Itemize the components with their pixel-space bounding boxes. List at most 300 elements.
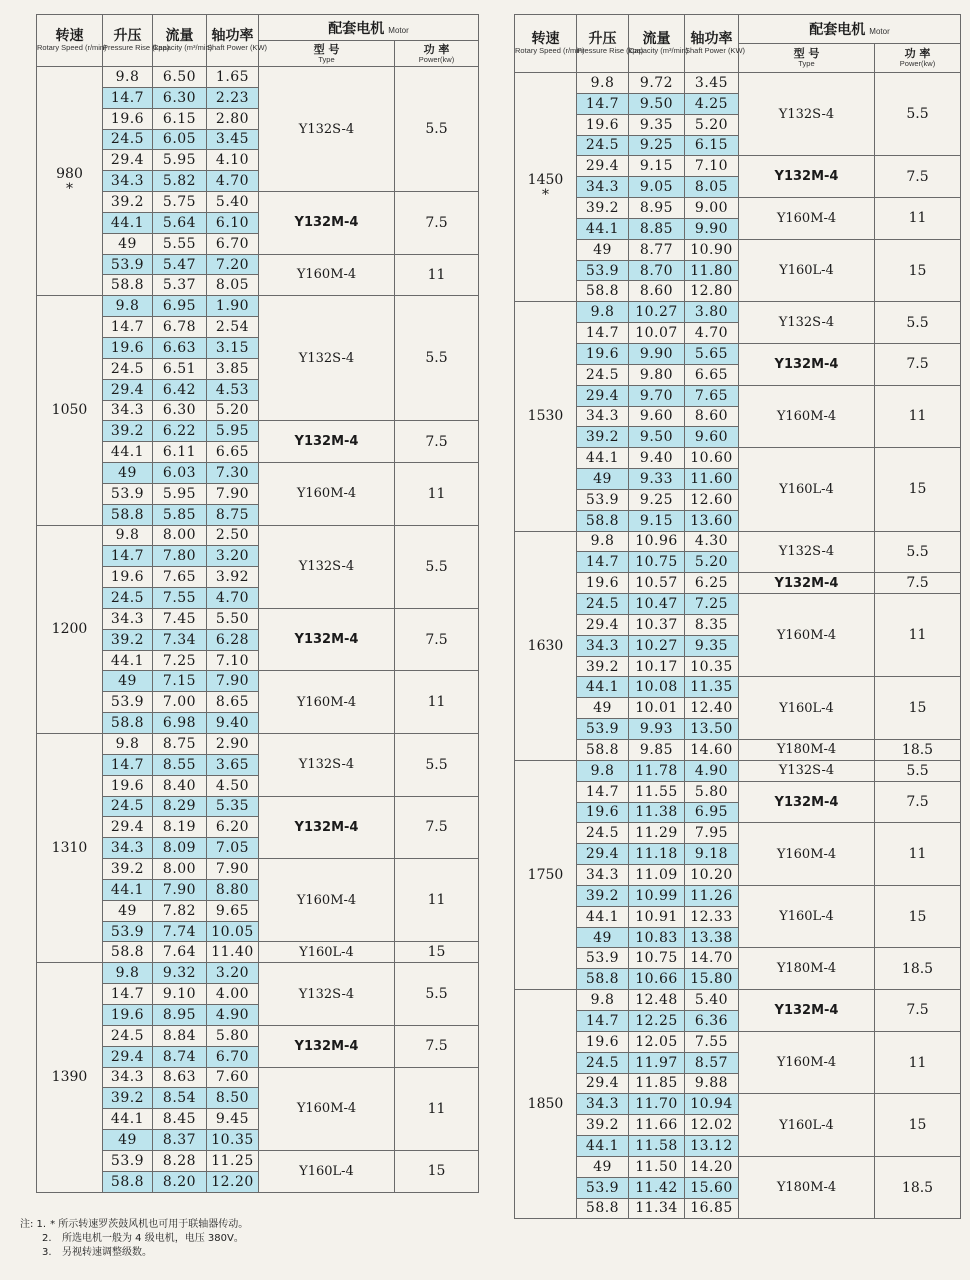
shaft-power-cell: 4.90 xyxy=(207,1004,259,1025)
shaft-power-cell: 4.53 xyxy=(207,379,259,400)
table-row xyxy=(515,198,961,219)
shaft-power-cell: 8.05 xyxy=(685,177,739,198)
pressure-rise-cell: 14.7 xyxy=(103,984,153,1005)
pressure-rise-cell: 14.7 xyxy=(577,93,629,114)
pressure-rise-cell: 24.5 xyxy=(103,1025,153,1046)
capacity-cell: 6.95 xyxy=(153,296,207,317)
footnote-1 xyxy=(20,1218,248,1232)
motor-power-cell: 18.5 xyxy=(875,740,961,761)
motor-power-cell: 11 xyxy=(875,385,961,448)
shaft-power-cell: 13.50 xyxy=(685,719,739,740)
shaft-power-cell: 5.80 xyxy=(207,1025,259,1046)
footnotes xyxy=(20,1218,248,1260)
shaft-power-cell: 6.65 xyxy=(207,442,259,463)
motor-power-cell: 15 xyxy=(875,677,961,740)
table-row xyxy=(37,67,479,88)
table-row xyxy=(515,1094,961,1115)
motor-power-cell: 11 xyxy=(875,594,961,677)
pressure-rise-cell: 24.5 xyxy=(103,129,153,150)
capacity-cell: 10.07 xyxy=(629,323,685,344)
motor-power-cell: 11 xyxy=(395,463,479,526)
rotary-speed-cell xyxy=(37,963,103,1192)
shaft-power-cell: 7.60 xyxy=(207,1067,259,1088)
motor-type-cell: Y160M-4 xyxy=(259,254,395,296)
rotary-speed-cell xyxy=(37,296,103,525)
shaft-power-cell: 1.65 xyxy=(207,67,259,88)
capacity-cell: 8.19 xyxy=(153,817,207,838)
capacity-cell: 6.98 xyxy=(153,713,207,734)
pressure-rise-cell: 9.8 xyxy=(103,296,153,317)
motor-header-zh: 配套电机 xyxy=(809,22,866,38)
pressure-rise-cell: 58.8 xyxy=(103,1171,153,1192)
coupling-note-mark: * xyxy=(66,181,73,198)
capacity-cell: 7.80 xyxy=(153,546,207,567)
rotary-speed-cell xyxy=(37,525,103,733)
capacity-cell: 9.25 xyxy=(629,489,685,510)
shaft-power-cell: 9.00 xyxy=(685,198,739,219)
pressure-rise-cell: 9.8 xyxy=(577,990,629,1011)
capacity-cell: 8.37 xyxy=(153,1130,207,1151)
capacity-cell: 10.08 xyxy=(629,677,685,698)
capacity-cell: 10.99 xyxy=(629,885,685,906)
capacity-cell: 8.63 xyxy=(153,1067,207,1088)
pressure-rise-cell: 44.1 xyxy=(577,448,629,469)
shaft-power-cell: 11.80 xyxy=(685,260,739,281)
table-row xyxy=(515,948,961,969)
shaft-power-header-en: Shaft Power (KW) xyxy=(685,46,746,56)
capacity-cell: 5.82 xyxy=(153,171,207,192)
coupling-note-mark: * xyxy=(542,187,549,204)
capacity-cell: 9.60 xyxy=(629,406,685,427)
power-header xyxy=(395,41,479,67)
pressure-rise-cell: 34.3 xyxy=(103,1067,153,1088)
capacity-cell: 9.85 xyxy=(629,740,685,761)
capacity-cell: 9.10 xyxy=(153,984,207,1005)
shaft-power-cell: 6.15 xyxy=(685,135,739,156)
capacity-cell: 5.75 xyxy=(153,192,207,213)
capacity-cell: 11.58 xyxy=(629,1136,685,1157)
shaft-power-cell: 3.80 xyxy=(685,302,739,323)
pressure-rise-cell: 9.8 xyxy=(103,67,153,88)
capacity-cell: 6.22 xyxy=(153,421,207,442)
capacity-cell: 7.65 xyxy=(153,567,207,588)
capacity-cell: 9.05 xyxy=(629,177,685,198)
shaft-power-cell: 7.90 xyxy=(207,483,259,504)
pressure-rise-cell: 14.7 xyxy=(103,317,153,338)
capacity-cell: 5.85 xyxy=(153,504,207,525)
pressure-rise-cell: 24.5 xyxy=(577,364,629,385)
pressure-rise-cell: 19.6 xyxy=(577,343,629,364)
motor-type-cell: Y132S-4 xyxy=(739,302,875,344)
capacity-cell: 11.09 xyxy=(629,865,685,886)
pressure-rise-cell: 58.8 xyxy=(577,510,629,531)
capacity-cell: 8.95 xyxy=(629,198,685,219)
motor-power-cell: 15 xyxy=(875,239,961,302)
power-header-en: Power(kw) xyxy=(418,54,455,64)
table-row xyxy=(37,1150,479,1171)
capacity-cell: 8.70 xyxy=(629,260,685,281)
power-header-zh: 功 率 xyxy=(904,47,931,61)
table-row xyxy=(515,302,961,323)
pressure-rise-cell: 39.2 xyxy=(577,198,629,219)
pressure-rise-cell: 39.2 xyxy=(577,1115,629,1136)
pressure-rise-cell: 19.6 xyxy=(103,567,153,588)
pressure-rise-cell: 29.4 xyxy=(103,1046,153,1067)
pressure-rise-cell: 9.8 xyxy=(577,531,629,552)
shaft-power-cell: 5.40 xyxy=(685,990,739,1011)
motor-type-cell: Y132M-4 xyxy=(739,781,875,823)
shaft-power-cell: 9.90 xyxy=(685,218,739,239)
shaft-power-cell: 2.50 xyxy=(207,525,259,546)
shaft-power-cell: 5.20 xyxy=(685,114,739,135)
shaft-power-cell: 9.65 xyxy=(207,900,259,921)
capacity-cell: 7.82 xyxy=(153,900,207,921)
motor-power-cell: 7.5 xyxy=(395,796,479,859)
pressure-rise-cell: 34.3 xyxy=(577,177,629,198)
shaft-power-header xyxy=(685,15,746,73)
type-header-zh: 型 号 xyxy=(313,42,340,56)
pressure-rise-cell: 29.4 xyxy=(577,1073,629,1094)
shaft-power-cell: 13.60 xyxy=(685,510,739,531)
shaft-power-cell: 3.20 xyxy=(207,546,259,567)
capacity-cell: 10.17 xyxy=(629,656,685,677)
pressure-rise-cell: 44.1 xyxy=(577,1136,629,1157)
motor-power-cell: 7.5 xyxy=(875,990,961,1032)
capacity-cell: 7.74 xyxy=(153,921,207,942)
shaft-power-cell: 7.10 xyxy=(685,156,739,177)
capacity-cell: 7.15 xyxy=(153,671,207,692)
motor-header-en: Motor xyxy=(388,25,409,35)
shaft-power-cell: 7.55 xyxy=(685,1031,739,1052)
pressure-rise-cell: 49 xyxy=(103,1130,153,1151)
motor-type-cell: Y132M-4 xyxy=(259,421,395,463)
shaft-power-cell: 6.25 xyxy=(685,573,739,594)
pressure-rise-cell: 24.5 xyxy=(103,796,153,817)
shaft-power-cell: 8.80 xyxy=(207,879,259,900)
pressure-rise-cell: 53.9 xyxy=(577,948,629,969)
capacity-cell: 7.45 xyxy=(153,608,207,629)
pressure-rise-cell: 34.3 xyxy=(577,1094,629,1115)
pressure-header-zh: 升压 xyxy=(588,31,617,48)
shaft-power-cell: 14.70 xyxy=(685,948,739,969)
shaft-power-cell: 13.12 xyxy=(685,1136,739,1157)
motor-power-cell: 15 xyxy=(395,942,479,963)
pressure-rise-cell: 9.8 xyxy=(577,760,629,781)
pressure-rise-cell: 58.8 xyxy=(577,1198,629,1219)
motor-power-cell: 11 xyxy=(395,859,479,942)
capacity-cell: 6.30 xyxy=(153,87,207,108)
spec-table xyxy=(36,14,479,1193)
capacity-cell: 10.75 xyxy=(629,948,685,969)
shaft-power-cell: 4.70 xyxy=(207,171,259,192)
type-header-zh: 型 号 xyxy=(793,47,820,61)
table-row xyxy=(37,671,479,692)
shaft-power-cell: 8.05 xyxy=(207,275,259,296)
pressure-rise-cell: 53.9 xyxy=(103,254,153,275)
pressure-rise-cell: 53.9 xyxy=(103,921,153,942)
table-row xyxy=(515,781,961,802)
motor-type-cell: Y160L-4 xyxy=(739,239,875,302)
capacity-cell: 6.15 xyxy=(153,108,207,129)
shaft-power-cell: 3.85 xyxy=(207,358,259,379)
motor-header-en: Motor xyxy=(869,27,890,36)
pressure-rise-cell: 49 xyxy=(577,927,629,948)
rotary-speed-cell xyxy=(515,990,577,1219)
capacity-cell: 11.70 xyxy=(629,1094,685,1115)
pressure-rise-cell: 29.4 xyxy=(577,614,629,635)
table-row xyxy=(515,573,961,594)
shaft-power-cell: 9.40 xyxy=(207,713,259,734)
shaft-power-cell: 9.88 xyxy=(685,1073,739,1094)
pressure-rise-cell: 44.1 xyxy=(103,212,153,233)
shaft-power-cell: 6.20 xyxy=(207,817,259,838)
capacity-cell: 9.15 xyxy=(629,510,685,531)
power-header-en: Power(kw) xyxy=(899,59,936,69)
capacity-cell: 8.29 xyxy=(153,796,207,817)
motor-type-cell: Y160L-4 xyxy=(259,1150,395,1192)
shaft-power-cell: 2.23 xyxy=(207,87,259,108)
shaft-power-cell: 11.25 xyxy=(207,1150,259,1171)
pressure-rise-cell: 9.8 xyxy=(103,525,153,546)
pressure-rise-cell: 29.4 xyxy=(103,379,153,400)
shaft-power-cell: 13.38 xyxy=(685,927,739,948)
pressure-rise-cell: 44.1 xyxy=(103,879,153,900)
pressure-rise-cell: 14.7 xyxy=(577,552,629,573)
capacity-cell: 10.27 xyxy=(629,635,685,656)
motor-power-cell: 7.5 xyxy=(395,608,479,671)
motor-type-cell: Y132S-4 xyxy=(739,531,875,573)
table-row xyxy=(515,1156,961,1177)
pressure-rise-cell: 39.2 xyxy=(103,192,153,213)
capacity-cell: 9.15 xyxy=(629,156,685,177)
capacity-cell: 9.93 xyxy=(629,719,685,740)
capacity-header-zh: 流量 xyxy=(642,31,671,48)
capacity-cell: 7.55 xyxy=(153,588,207,609)
pressure-rise-cell: 24.5 xyxy=(103,358,153,379)
power-header xyxy=(875,44,961,73)
pressure-rise-cell: 44.1 xyxy=(103,650,153,671)
motor-type-cell: Y160L-4 xyxy=(739,448,875,531)
motor-type-cell: Y160L-4 xyxy=(739,885,875,948)
motor-power-cell: 15 xyxy=(875,885,961,948)
shaft-power-cell: 5.50 xyxy=(207,608,259,629)
motor-type-cell: Y132S-4 xyxy=(259,525,395,608)
shaft-power-cell: 10.94 xyxy=(685,1094,739,1115)
pressure-rise-cell: 34.3 xyxy=(577,635,629,656)
motor-power-cell: 5.5 xyxy=(395,296,479,421)
pressure-rise-cell: 34.3 xyxy=(103,838,153,859)
shaft-power-cell: 10.90 xyxy=(685,239,739,260)
shaft-power-cell: 10.20 xyxy=(685,865,739,886)
shaft-power-cell: 11.26 xyxy=(685,885,739,906)
capacity-cell: 5.64 xyxy=(153,212,207,233)
shaft-power-cell: 3.45 xyxy=(685,73,739,94)
rotary-speed-cell xyxy=(37,734,103,963)
motor-type-cell: Y132M-4 xyxy=(739,573,875,594)
table-row xyxy=(37,608,479,629)
shaft-power-cell: 2.90 xyxy=(207,734,259,755)
pressure-header-zh: 升压 xyxy=(113,28,142,45)
motor-type-cell: Y132S-4 xyxy=(739,73,875,156)
capacity-cell: 8.20 xyxy=(153,1171,207,1192)
speed-header-en: Rotary Speed (r/min) xyxy=(37,43,107,53)
shaft-power-cell: 14.20 xyxy=(685,1156,739,1177)
capacity-cell: 11.97 xyxy=(629,1052,685,1073)
pressure-rise-cell: 24.5 xyxy=(577,594,629,615)
pressure-rise-cell: 53.9 xyxy=(577,489,629,510)
speed-header xyxy=(515,15,585,73)
rotary-speed-value: 1530 xyxy=(527,408,564,425)
table-row xyxy=(515,73,961,94)
pressure-rise-cell: 39.2 xyxy=(103,421,153,442)
shaft-power-cell: 12.80 xyxy=(685,281,739,302)
shaft-power-cell: 5.65 xyxy=(685,343,739,364)
shaft-power-cell: 14.60 xyxy=(685,740,739,761)
pressure-rise-cell: 39.2 xyxy=(103,859,153,880)
shaft-power-cell: 1.90 xyxy=(207,296,259,317)
capacity-cell: 12.25 xyxy=(629,1010,685,1031)
shaft-power-cell: 7.65 xyxy=(685,385,739,406)
pressure-header xyxy=(103,15,170,67)
shaft-power-cell: 6.70 xyxy=(207,233,259,254)
pressure-rise-cell: 14.7 xyxy=(577,323,629,344)
shaft-power-cell: 12.20 xyxy=(207,1171,259,1192)
shaft-power-cell: 2.54 xyxy=(207,317,259,338)
shaft-power-cell: 5.80 xyxy=(685,781,739,802)
capacity-cell: 8.54 xyxy=(153,1088,207,1109)
capacity-cell: 5.55 xyxy=(153,233,207,254)
capacity-cell: 7.00 xyxy=(153,692,207,713)
pressure-header-en: Pressure Rise (kpa) xyxy=(103,43,170,53)
capacity-cell: 8.09 xyxy=(153,838,207,859)
footnote-2-prefix: 2. xyxy=(42,1233,52,1244)
motor-type-cell: Y132S-4 xyxy=(259,734,395,797)
pressure-rise-cell: 49 xyxy=(577,239,629,260)
shaft-power-cell: 5.20 xyxy=(207,400,259,421)
motor-type-cell: Y160M-4 xyxy=(739,385,875,448)
motor-header xyxy=(259,15,479,41)
header-row xyxy=(37,15,479,41)
motor-type-cell: Y180M-4 xyxy=(739,740,875,761)
capacity-cell: 9.40 xyxy=(629,448,685,469)
shaft-power-cell: 3.45 xyxy=(207,129,259,150)
shaft-power-cell: 7.95 xyxy=(685,823,739,844)
pressure-rise-cell: 14.7 xyxy=(103,546,153,567)
capacity-cell: 10.96 xyxy=(629,531,685,552)
pressure-rise-cell: 19.6 xyxy=(103,775,153,796)
pressure-rise-cell: 14.7 xyxy=(577,1010,629,1031)
pressure-rise-cell: 24.5 xyxy=(103,588,153,609)
motor-power-cell: 15 xyxy=(875,1094,961,1157)
pressure-rise-cell: 34.3 xyxy=(577,406,629,427)
shaft-power-cell: 4.10 xyxy=(207,150,259,171)
motor-power-cell: 7.5 xyxy=(395,421,479,463)
table-row xyxy=(37,1067,479,1088)
motor-power-cell: 7.5 xyxy=(875,156,961,198)
pressure-rise-cell: 49 xyxy=(103,463,153,484)
motor-type-cell: Y160L-4 xyxy=(739,1094,875,1157)
rotary-speed-value: 1200 xyxy=(51,621,88,638)
shaft-power-cell: 12.02 xyxy=(685,1115,739,1136)
shaft-power-cell: 7.90 xyxy=(207,859,259,880)
shaft-power-header-zh: 轴功率 xyxy=(690,31,733,48)
motor-power-cell: 18.5 xyxy=(875,948,961,990)
table-row xyxy=(515,448,961,469)
motor-type-cell: Y160M-4 xyxy=(739,1031,875,1094)
pressure-rise-cell: 58.8 xyxy=(103,504,153,525)
capacity-cell: 8.60 xyxy=(629,281,685,302)
motor-type-cell: Y132M-4 xyxy=(739,990,875,1032)
capacity-cell: 8.40 xyxy=(153,775,207,796)
pressure-rise-cell: 29.4 xyxy=(103,817,153,838)
shaft-power-cell: 7.10 xyxy=(207,650,259,671)
pressure-rise-cell: 19.6 xyxy=(103,1004,153,1025)
rotary-speed-value: 1050 xyxy=(51,402,88,419)
pressure-rise-cell: 49 xyxy=(577,698,629,719)
shaft-power-cell: 7.90 xyxy=(207,671,259,692)
pressure-rise-cell: 58.8 xyxy=(577,281,629,302)
motor-power-cell: 5.5 xyxy=(875,531,961,573)
pressure-rise-cell: 44.1 xyxy=(577,906,629,927)
shaft-power-cell: 9.18 xyxy=(685,844,739,865)
speed-header-zh: 转速 xyxy=(55,28,84,45)
motor-type-cell: Y160M-4 xyxy=(259,671,395,734)
motor-power-cell: 11 xyxy=(395,671,479,734)
capacity-cell: 8.77 xyxy=(629,239,685,260)
capacity-cell: 8.84 xyxy=(153,1025,207,1046)
shaft-power-header-zh: 轴功率 xyxy=(211,28,254,45)
pressure-rise-cell: 14.7 xyxy=(103,87,153,108)
shaft-power-cell: 10.35 xyxy=(207,1130,259,1151)
pressure-rise-cell: 44.1 xyxy=(577,677,629,698)
motor-type-cell: Y132S-4 xyxy=(259,296,395,421)
pressure-rise-cell: 19.6 xyxy=(577,802,629,823)
capacity-cell: 5.37 xyxy=(153,275,207,296)
power-header-zh: 功 率 xyxy=(423,42,450,56)
pressure-rise-cell: 14.7 xyxy=(577,781,629,802)
pressure-header-en: Pressure Rise (kpa) xyxy=(577,46,644,56)
pressure-rise-cell: 29.4 xyxy=(577,385,629,406)
capacity-header-zh: 流量 xyxy=(165,28,194,45)
motor-power-cell: 11 xyxy=(875,1031,961,1094)
motor-power-cell: 5.5 xyxy=(875,760,961,781)
motor-power-cell: 11 xyxy=(395,254,479,296)
motor-header-zh: 配套电机 xyxy=(328,20,385,37)
pressure-rise-cell: 9.8 xyxy=(103,734,153,755)
capacity-cell: 9.33 xyxy=(629,469,685,490)
capacity-cell: 6.30 xyxy=(153,400,207,421)
speed-header xyxy=(37,15,107,67)
capacity-cell: 11.29 xyxy=(629,823,685,844)
pressure-rise-cell: 58.8 xyxy=(577,740,629,761)
motor-type-cell: Y132M-4 xyxy=(739,343,875,385)
table-row xyxy=(37,1025,479,1046)
pressure-rise-cell: 49 xyxy=(577,469,629,490)
shaft-power-cell: 5.20 xyxy=(685,552,739,573)
rotary-speed-value: 1390 xyxy=(51,1069,88,1086)
footnote-1-prefix: 注: 1. xyxy=(20,1219,47,1230)
shaft-power-cell: 12.33 xyxy=(685,906,739,927)
pressure-rise-cell: 29.4 xyxy=(577,156,629,177)
capacity-cell: 6.63 xyxy=(153,337,207,358)
left-spec-table-panel xyxy=(36,14,479,1193)
pressure-rise-cell: 24.5 xyxy=(577,1052,629,1073)
capacity-cell: 6.51 xyxy=(153,358,207,379)
table-row xyxy=(37,254,479,275)
type-header-en: Type xyxy=(798,59,815,69)
shaft-power-cell: 10.60 xyxy=(685,448,739,469)
capacity-header-en: Capacity (m³/min) xyxy=(153,43,213,53)
